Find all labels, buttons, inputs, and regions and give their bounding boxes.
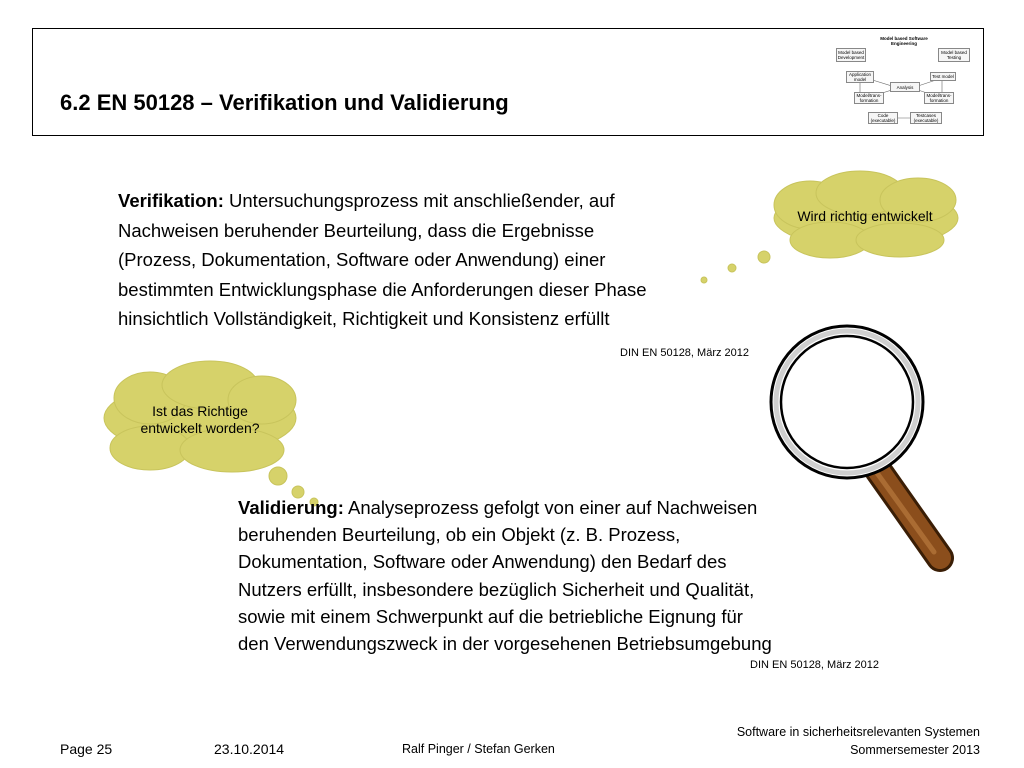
footer-date: 23.10.2014 <box>214 741 285 757</box>
mbse-box-transformation-right: Model/trans-formation <box>924 92 954 104</box>
page-title: 6.2 EN 50128 – Verifikation und Validierung <box>60 90 509 115</box>
verification-term: Verifikation: <box>118 190 224 211</box>
cloud-left-line2: entwickelt worden? <box>140 420 260 436</box>
validation-line-6: den Verwendungszweck in der vorgesehenen Betriebsumgebung <box>238 633 772 655</box>
footer-semester: Sommersemester 2013 <box>850 743 980 757</box>
validation-source: DIN EN 50128, März 2012 <box>750 659 880 671</box>
verification-line-3: (Prozess, Dokumentation, Software oder Anwendung) einer <box>118 249 606 271</box>
verification-paragraph <box>118 186 778 334</box>
verification-line-1: Untersuchungsprozess mit anschließender, auf <box>229 190 615 211</box>
verification-line-2: Nachweisen beruhender Beurteilung, dass die Ergebnisse <box>118 219 595 241</box>
verification-line-4: bestimmten Entwicklungsphase die Anforderungen dieser Phase <box>118 278 647 300</box>
validation-line-4: Nutzers erfüllt, insbesondere bezüglich Sicherheit und Qualität, <box>238 578 755 600</box>
cloud-left-text <box>110 403 290 437</box>
validation-line-5: sowie mit einem Schwerpunkt auf die betriebliche Eignung für <box>238 605 743 627</box>
cloud-right-text: Wird richtig entwickelt <box>797 208 933 224</box>
mbse-box-development: Model based Development <box>837 50 865 60</box>
validation-term: Validierung: <box>238 497 344 518</box>
validation-line-2: beruhenden Beurteilung, ob ein Objekt (z. B. Prozess, <box>238 524 681 546</box>
mbse-box-application-model: Application model <box>846 71 874 83</box>
footer-page-number: Page 25 <box>60 741 113 757</box>
cloud-left-line1: Ist das Richtige <box>152 403 248 419</box>
mbse-box-transformation-left: Model/trans-formation <box>854 92 884 104</box>
mbse-title: Model based Software Engineering <box>880 36 928 46</box>
verification-source: DIN EN 50128, März 2012 <box>620 347 750 359</box>
mbse-box-testcases: Testcases (executable) <box>910 112 942 124</box>
verification-line-5: hinsichtlich Vollständigkeit, Richtigkeit und Konsistenz erfüllt <box>118 308 610 330</box>
validation-line-1: Analyseprozess gefolgt von einer auf Nachweisen <box>348 497 758 518</box>
validation-line-3: Dokumentation, Software oder Anwendung) den Bedarf des <box>238 551 727 573</box>
mbse-box-test-model: Test model <box>930 72 956 81</box>
validation-paragraph <box>238 494 898 657</box>
footer-authors: Ralf Pinger / Stefan Gerken <box>402 742 555 756</box>
footer-course-title: Software in sicherheitsrelevanten Systemen <box>736 725 980 739</box>
mbse-box-code: Code (executable) <box>868 112 898 124</box>
mbse-box-testing: Model based Testing <box>938 48 970 62</box>
mbse-box-analysis: Analysis <box>890 82 920 92</box>
